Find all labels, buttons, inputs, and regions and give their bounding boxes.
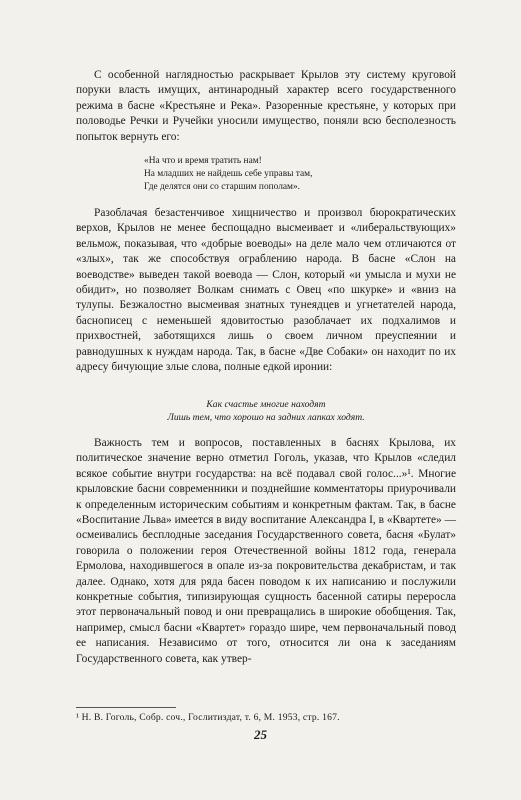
verse-quote-2 [76,398,456,424]
paragraph-3: Важность тем и вопросов, поставленных в баснях Крылова, их политическое значение верно отметил Гоголь, указав, что Крылов «следил всякое событие внутри государства: на всё подавал свой голос...»¹. Многие крыловские басни современники и позднейшие комментаторы приурочивали к определенным историческим событиям и конкретным фактам. Так, в басне «Воспитание Льва» имеется в виду воспитание Александра I, в «Квартете» — осмеивались бесплодные заседания Государственного совета, басня «Булат» говорила о положении героя Отечественной войны 1812 года, генерала Ермолова, находившегося в опале из-за покровительства декабристам, и так далее. Однако, хотя для ряда басен поводом к их написанию и послужили конкретные события, типизирующая сущность басенной сатиры переросла этот первоначальный повод и они превращались в широкие обобщения. Так, например, смысл басни «Квартет» гораздо шире, чем первоначальный повод ее написания. Независимо от того, относится ли она к заседаниям Государственного совета, как утвер- [76,437,456,665]
verse-line: Лишь тем, что хорошо на задних лапках ходят. [167,412,365,423]
verse-line: Где делятся они со старшим пополам». [144,182,301,192]
verse-line: «На что и время тратить нам! [144,156,262,166]
paragraph-2: Разоблачая безастенчивое хищничество и произвол бюрократических верхов, Крылов не менее беспощадно высмеивает и «либеральствующих» вельмож, показывая, что «добрые воеводы» на деле мало чем отличаются от «злых», так же способствуя ограблению народа. В басне «Слон на воеводстве» выведен такой воевода — Слон, который «и умысла и мухи не обидит», но позволяет Волкам снимать с Овец «по шкурке» и «вниз на тулупы. Безжалостно высмеивая знатных тунеядцев и угнетателей народа, баснописец с неменьшей ядовитостью разоблачает их подхалимов и прихвостней, заботящихся лишь о своем личном преуспеянии и равнодушных к нуждам народа. Так, в басне «Две Собаки» он находит по их адресу бичующие злые слова, полные едкой иронии: [76,207,456,374]
verse-line: Как счастье многие находят [206,399,326,410]
paragraph-1: С особенной наглядностью раскрывает Крылов эту систему круговой поруки власть имущих, антинародный характер всего государственного режима в басне «Крестьяне и Река». Разоренные крестьяне, у которых при половодье Речки и Ручейки уносили имущество, поняли всю бесполезность попыток вернуть его: [76,69,456,143]
footnote-divider [76,707,176,708]
verse-line: На младших не найдешь себе управы там, [144,169,313,179]
verse-quote-1 [144,155,474,194]
footnote: ¹ Н. В. Гоголь, Собр. соч., Гослитиздат, т. 6, М. 1953, стр. 167. [76,712,340,723]
page-number: 25 [254,727,267,742]
